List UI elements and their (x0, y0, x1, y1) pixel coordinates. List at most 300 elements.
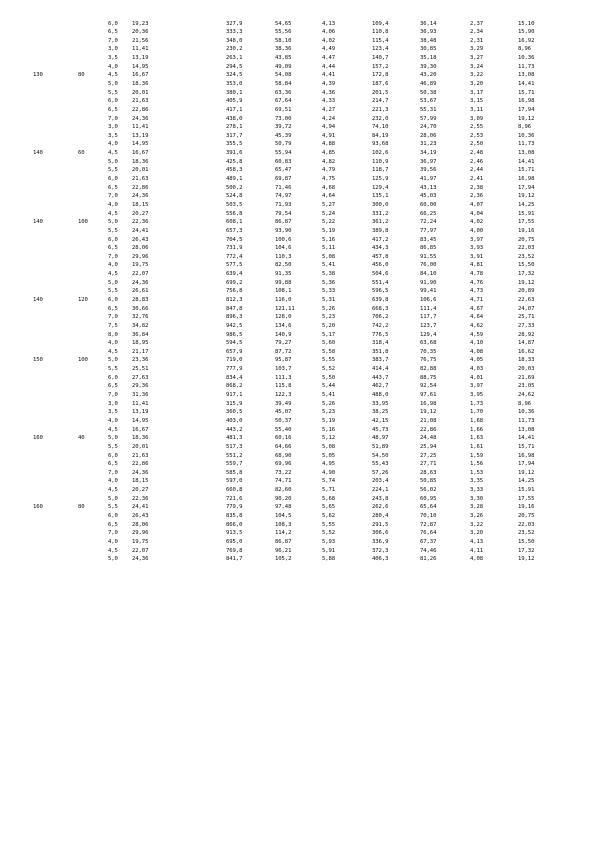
table-cell-col-5: 779,9 (226, 504, 243, 511)
table-cell-col-7: 5,23 (322, 409, 336, 416)
table-cell-col-11: 17,55 (518, 219, 535, 226)
table-cell-col-10: 3,17 (470, 89, 484, 96)
table-cell-col-6: 39,72 (275, 124, 292, 131)
table-cell-col-11: 16,92 (518, 37, 535, 44)
table-cell-col-5: 731,9 (226, 245, 243, 252)
table-cell-area: 14,95 (132, 417, 149, 424)
table-cell-col-5: 405,9 (226, 98, 243, 105)
table-cell-thickness: 7,0 (108, 253, 118, 260)
table-cell-area: 31,36 (132, 392, 149, 399)
table-cell-col-11: 15,71 (518, 89, 535, 96)
table-cell-col-6: 69,51 (275, 106, 292, 113)
table-cell-col-6: 104,5 (275, 512, 292, 519)
table-cell-col-11: 17,94 (518, 461, 535, 468)
table-cell-col-11: 16,98 (518, 452, 535, 459)
table-cell-col-9: 70,35 (420, 348, 437, 355)
table-cell-col-11: 11,73 (518, 63, 535, 70)
table-cell-col-6: 140,9 (275, 331, 292, 338)
table-cell-col-9: 81,26 (420, 556, 437, 563)
table-cell-thickness: 3,0 (108, 400, 118, 407)
table-cell-col-11: 19,12 (518, 469, 535, 476)
table-cell-col-6: 105,2 (275, 556, 292, 563)
table-cell-col-8: 214,7 (372, 98, 389, 105)
table-cell-thickness: 6,0 (108, 236, 118, 243)
table-cell-col-11: 19,12 (518, 115, 535, 122)
table-cell-col-6: 134,6 (275, 322, 292, 329)
table-cell-col-7: 4,24 (322, 115, 336, 122)
table-cell-thickness: 5,0 (108, 80, 118, 87)
table-cell-col-8: 318,4 (372, 340, 389, 347)
table-cell-col-8: 45,73 (372, 426, 389, 433)
table-cell-col-6: 97,48 (275, 504, 292, 511)
table-cell-col-11: 15,71 (518, 167, 535, 174)
table-cell-col-5: 942,5 (226, 322, 243, 329)
table-cell-col-10: 2,55 (470, 124, 484, 131)
table-cell-area: 20,01 (132, 89, 149, 96)
table-cell-col-10: 1,56 (470, 461, 484, 468)
table-cell-thickness: 5,5 (108, 443, 118, 450)
table-cell-col-6: 54,65 (275, 20, 292, 27)
table-cell-col-9: 74,46 (420, 547, 437, 554)
table-cell-col-9: 84,10 (420, 271, 437, 278)
table-cell-col-5: 438,0 (226, 115, 243, 122)
table-cell-col-7: 4,82 (322, 158, 336, 165)
table-cell-col-6: 82,60 (275, 487, 292, 494)
table-cell-col-8: 291,5 (372, 521, 389, 528)
table-cell-col-8: 406,3 (372, 556, 389, 563)
table-cell-col-9: 19,12 (420, 409, 437, 416)
table-cell-area: 14,95 (132, 141, 149, 148)
table-cell-col-8: 187,6 (372, 80, 389, 87)
table-cell-col-5: 294,5 (226, 63, 243, 70)
table-cell-col-7: 4,36 (322, 89, 336, 96)
table-cell-col-5: 503,5 (226, 201, 243, 208)
table-cell-col-9: 63,68 (420, 340, 437, 347)
table-cell-col-11: 13,08 (518, 150, 535, 157)
table-cell-col-11: 23,52 (518, 253, 535, 260)
table-cell-col-9: 70,10 (420, 512, 437, 519)
table-cell-col-5: 772,4 (226, 253, 243, 260)
table-cell-col-6: 87,72 (275, 348, 292, 355)
table-cell-thickness: 5,0 (108, 357, 118, 364)
table-cell-col-6: 74,97 (275, 193, 292, 200)
table-cell-col-6: 79,27 (275, 340, 292, 347)
table-cell-col-10: 4,01 (470, 374, 484, 381)
table-cell-thickness: 3,5 (108, 132, 118, 139)
table-cell-col-6: 43,85 (275, 55, 292, 62)
table-cell-col-6: 95,87 (275, 357, 292, 364)
table-cell-col-5: 657,3 (226, 227, 243, 234)
table-cell-col-11: 17,94 (518, 184, 535, 191)
table-cell-col-7: 5,38 (322, 271, 336, 278)
table-cell-col-10: 2,50 (470, 141, 484, 148)
table-cell-dim-h: 140 (33, 219, 43, 226)
table-cell-col-5: 425,8 (226, 158, 243, 165)
table-cell-thickness: 6,0 (108, 512, 118, 519)
table-cell-col-8: 38,25 (372, 409, 389, 416)
table-cell-col-8: 84,19 (372, 132, 389, 139)
table-cell-thickness: 4,0 (108, 262, 118, 269)
table-cell-col-11: 15,50 (518, 262, 535, 269)
table-cell-col-10: 3,33 (470, 487, 484, 494)
table-cell-col-6: 103,7 (275, 366, 292, 373)
table-cell-col-6: 104,6 (275, 245, 292, 252)
table-cell-col-9: 65,64 (420, 504, 437, 511)
table-cell-area: 11,41 (132, 46, 149, 53)
table-cell-thickness: 3,5 (108, 55, 118, 62)
table-cell-col-8: 306,6 (372, 530, 389, 537)
table-cell-col-7: 5,62 (322, 512, 336, 519)
table-cell-col-11: 16,62 (518, 348, 535, 355)
table-cell-col-8: 232,0 (372, 115, 389, 122)
table-cell-col-7: 4,47 (322, 55, 336, 62)
table-cell-col-7: 5,55 (322, 357, 336, 364)
table-cell-thickness: 6,0 (108, 296, 118, 303)
table-cell-col-8: 74,10 (372, 124, 389, 131)
table-cell-thickness: 5,5 (108, 288, 118, 295)
table-cell-col-9: 46,89 (420, 80, 437, 87)
table-cell-area: 21,63 (132, 98, 149, 105)
table-cell-col-10: 4,76 (470, 279, 484, 286)
table-cell-col-6: 68,90 (275, 452, 292, 459)
table-cell-col-6: 69,87 (275, 176, 292, 183)
table-cell-col-11: 22,03 (518, 245, 535, 252)
table-cell-area: 24,36 (132, 469, 149, 476)
table-cell-col-9: 67,37 (420, 538, 437, 545)
table-cell-col-5: 777,9 (226, 366, 243, 373)
table-cell-thickness: 4,5 (108, 150, 118, 157)
table-cell-col-9: 36,93 (420, 29, 437, 36)
table-cell-col-11: 20,75 (518, 236, 535, 243)
table-cell-col-5: 896,3 (226, 314, 243, 321)
table-cell-col-8: 280,4 (372, 512, 389, 519)
table-cell-col-6: 67,64 (275, 98, 292, 105)
table-cell-col-11: 15,50 (518, 538, 535, 545)
table-cell-dim-h: 160 (33, 435, 43, 442)
table-cell-col-6: 86,87 (275, 538, 292, 545)
table-cell-area: 28,06 (132, 245, 149, 252)
table-cell-col-10: 1,61 (470, 443, 484, 450)
table-cell-col-11: 8,96 (518, 46, 532, 53)
table-cell-col-8: 172,8 (372, 72, 389, 79)
table-cell-col-9: 97,61 (420, 392, 437, 399)
table-cell-col-10: 4,10 (470, 340, 484, 347)
table-cell-col-8: 48,97 (372, 435, 389, 442)
table-cell-col-6: 49,09 (275, 63, 292, 70)
table-cell-col-10: 4,08 (470, 348, 484, 355)
table-cell-col-10: 3,20 (470, 80, 484, 87)
table-cell-col-7: 5,68 (322, 495, 336, 502)
table-cell-area: 13,19 (132, 409, 149, 416)
table-cell-col-11: 17,55 (518, 495, 535, 502)
table-cell-col-7: 4,44 (322, 63, 336, 70)
table-cell-area: 20,27 (132, 487, 149, 494)
table-cell-col-5: 756,8 (226, 288, 243, 295)
table-cell-col-8: 224,1 (372, 487, 389, 494)
table-cell-col-11: 20,75 (518, 512, 535, 519)
table-cell-thickness: 6,5 (108, 106, 118, 113)
table-cell-col-6: 82,50 (275, 262, 292, 269)
table-cell-col-7: 5,26 (322, 400, 336, 407)
table-cell-area: 11,41 (132, 400, 149, 407)
table-cell-col-7: 5,17 (322, 331, 336, 338)
table-cell-col-10: 1,66 (470, 426, 484, 433)
table-cell-col-10: 3,15 (470, 98, 484, 105)
table-cell-col-10: 2,36 (470, 193, 484, 200)
table-cell-col-5: 551,2 (226, 452, 243, 459)
table-cell-col-9: 27,71 (420, 461, 437, 468)
table-cell-col-5: 639,4 (226, 271, 243, 278)
table-cell-col-9: 72,24 (420, 219, 437, 226)
table-cell-col-11: 18,33 (518, 357, 535, 364)
table-cell-col-11: 20,03 (518, 366, 535, 373)
table-cell-col-7: 5,71 (322, 487, 336, 494)
table-cell-col-7: 5,74 (322, 478, 336, 485)
table-cell-col-5: 489,1 (226, 176, 243, 183)
table-cell-col-7: 5,16 (322, 426, 336, 433)
table-cell-col-5: 657,9 (226, 348, 243, 355)
table-cell-col-7: 5,08 (322, 443, 336, 450)
table-cell-col-9: 88,75 (420, 374, 437, 381)
table-cell-col-10: 4,73 (470, 288, 484, 295)
table-cell-area: 21,63 (132, 452, 149, 459)
table-cell-col-6: 74,71 (275, 478, 292, 485)
table-cell-col-5: 719,0 (226, 357, 243, 364)
table-cell-col-9: 45,03 (420, 193, 437, 200)
table-cell-col-6: 122,3 (275, 392, 292, 399)
table-cell-col-10: 4,03 (470, 366, 484, 373)
table-cell-col-7: 5,19 (322, 417, 336, 424)
table-cell-col-10: 2,37 (470, 20, 484, 27)
table-cell-col-8: 443,7 (372, 374, 389, 381)
table-cell-area: 18,36 (132, 80, 149, 87)
table-cell-area: 28,83 (132, 296, 149, 303)
table-cell-col-7: 5,16 (322, 236, 336, 243)
table-cell-area: 22,36 (132, 495, 149, 502)
table-cell-thickness: 5,0 (108, 219, 118, 226)
table-cell-col-7: 5,93 (322, 538, 336, 545)
table-cell-col-5: 986,5 (226, 331, 243, 338)
table-cell-col-10: 2,53 (470, 132, 484, 139)
table-cell-area: 22,07 (132, 271, 149, 278)
table-cell-area: 18,15 (132, 201, 149, 208)
table-cell-col-7: 5,11 (322, 245, 336, 252)
table-cell-col-11: 10,36 (518, 132, 535, 139)
table-cell-col-7: 4,64 (322, 193, 336, 200)
table-cell-col-11: 15,10 (518, 20, 535, 27)
table-cell-dim-b: 120 (78, 296, 88, 303)
table-cell-col-8: 300,0 (372, 201, 389, 208)
table-cell-thickness: 8,0 (108, 331, 118, 338)
table-cell-col-9: 27,25 (420, 452, 437, 459)
table-cell-col-10: 4,64 (470, 314, 484, 321)
table-cell-col-10: 3,22 (470, 72, 484, 79)
table-cell-col-9: 55,31 (420, 106, 437, 113)
table-cell-col-8: 33,95 (372, 400, 389, 407)
table-cell-col-10: 4,62 (470, 322, 484, 329)
table-cell-col-9: 36,14 (420, 20, 437, 27)
table-cell-col-8: 115,4 (372, 37, 389, 44)
table-cell-thickness: 7,0 (108, 392, 118, 399)
table-cell-col-9: 38,48 (420, 37, 437, 44)
table-cell-thickness: 6,5 (108, 305, 118, 312)
table-cell-col-8: 221,3 (372, 106, 389, 113)
table-cell-thickness: 6,0 (108, 452, 118, 459)
table-cell-col-9: 39,56 (420, 167, 437, 174)
table-cell-col-10: 4,71 (470, 296, 484, 303)
table-cell-thickness: 7,0 (108, 469, 118, 476)
table-cell-col-10: 4,02 (470, 219, 484, 226)
table-cell-area: 18,95 (132, 340, 149, 347)
table-cell-dim-b: 100 (78, 219, 88, 226)
table-cell-area: 16,67 (132, 150, 149, 157)
table-cell-dim-h: 130 (33, 72, 43, 79)
table-cell-dim-b: 100 (78, 357, 88, 364)
table-cell-col-8: 596,5 (372, 288, 389, 295)
table-cell-col-6: 71,93 (275, 201, 292, 208)
table-cell-col-5: 278,1 (226, 124, 243, 131)
table-cell-col-7: 5,12 (322, 435, 336, 442)
table-cell-col-10: 1,73 (470, 400, 484, 407)
table-cell-thickness: 4,0 (108, 417, 118, 424)
table-cell-col-7: 5,52 (322, 366, 336, 373)
table-cell-area: 20,36 (132, 29, 149, 36)
table-cell-col-10: 3,29 (470, 46, 484, 53)
table-cell-col-5: 327,9 (226, 20, 243, 27)
table-cell-col-6: 50,37 (275, 417, 292, 424)
table-cell-col-5: 481,3 (226, 435, 243, 442)
table-cell-col-7: 5,20 (322, 322, 336, 329)
table-cell-col-11: 17,94 (518, 106, 535, 113)
table-cell-col-11: 14,25 (518, 201, 535, 208)
table-cell-col-5: 353,0 (226, 80, 243, 87)
table-cell-thickness: 4,5 (108, 547, 118, 554)
table-cell-col-7: 4,41 (322, 72, 336, 79)
table-cell-area: 32,76 (132, 314, 149, 321)
table-cell-col-9: 28,63 (420, 469, 437, 476)
table-cell-dim-b: 80 (78, 504, 85, 511)
table-cell-col-6: 73,22 (275, 469, 292, 476)
table-cell-col-11: 11,73 (518, 141, 535, 148)
table-cell-col-8: 118,7 (372, 167, 389, 174)
table-cell-col-9: 91,90 (420, 279, 437, 286)
table-cell-dim-h: 140 (33, 150, 43, 157)
table-cell-col-5: 834,4 (226, 374, 243, 381)
table-cell-col-10: 4,59 (470, 331, 484, 338)
table-cell-col-8: 372,3 (372, 547, 389, 554)
table-cell-col-6: 50,79 (275, 141, 292, 148)
table-cell-area: 20,01 (132, 443, 149, 450)
table-cell-col-6: 69,96 (275, 461, 292, 468)
table-cell-col-5: 403,0 (226, 417, 243, 424)
table-cell-thickness: 6,5 (108, 245, 118, 252)
table-cell-col-11: 28,92 (518, 331, 535, 338)
table-cell-col-7: 5,60 (322, 340, 336, 347)
table-cell-col-5: 608,1 (226, 219, 243, 226)
table-cell-col-5: 847,8 (226, 305, 243, 312)
table-cell-thickness: 5,5 (108, 167, 118, 174)
table-cell-thickness: 4,5 (108, 348, 118, 355)
table-cell-col-6: 38,36 (275, 46, 292, 53)
table-cell-area: 23,36 (132, 357, 149, 364)
table-cell-col-7: 5,88 (322, 556, 336, 563)
table-cell-dim-h: 150 (33, 357, 43, 364)
table-cell-col-7: 4,27 (322, 106, 336, 113)
table-cell-col-6: 54,08 (275, 72, 292, 79)
table-cell-col-8: 201,5 (372, 89, 389, 96)
table-cell-col-5: 417,1 (226, 106, 243, 113)
table-cell-col-5: 868,2 (226, 383, 243, 390)
table-cell-area: 28,06 (132, 521, 149, 528)
table-cell-col-9: 66,25 (420, 210, 437, 217)
table-cell-col-11: 8,96 (518, 400, 532, 407)
table-cell-col-5: 660,8 (226, 487, 243, 494)
table-cell-col-11: 10,36 (518, 409, 535, 416)
table-cell-col-5: 699,2 (226, 279, 243, 286)
table-cell-col-11: 15,71 (518, 443, 535, 450)
table-cell-col-5: 594,5 (226, 340, 243, 347)
table-cell-col-6: 128,0 (275, 314, 292, 321)
table-cell-area: 22,07 (132, 547, 149, 554)
table-cell-col-9: 111,4 (420, 305, 437, 312)
table-cell-area: 24,36 (132, 279, 149, 286)
table-cell-thickness: 6,5 (108, 461, 118, 468)
table-cell-col-9: 30,85 (420, 46, 437, 53)
table-cell-col-7: 5,08 (322, 253, 336, 260)
table-cell-col-8: 93,68 (372, 141, 389, 148)
table-cell-col-11: 19,12 (518, 556, 535, 563)
table-cell-col-6: 100,6 (275, 236, 292, 243)
table-cell-col-9: 50,85 (420, 478, 437, 485)
table-cell-col-5: 524,8 (226, 193, 243, 200)
table-cell-col-5: 333,3 (226, 29, 243, 36)
table-cell-col-10: 2,34 (470, 29, 484, 36)
table-cell-col-9: 43,20 (420, 72, 437, 79)
table-cell-col-6: 116,0 (275, 296, 292, 303)
table-cell-area: 21,63 (132, 176, 149, 183)
table-cell-col-5: 559,7 (226, 461, 243, 468)
table-cell-thickness: 4,0 (108, 201, 118, 208)
table-cell-col-10: 4,07 (470, 201, 484, 208)
table-cell-col-5: 391,6 (226, 150, 243, 157)
table-cell-col-8: 54,50 (372, 452, 389, 459)
table-cell-col-5: 695,0 (226, 538, 243, 545)
table-cell-area: 24,41 (132, 227, 149, 234)
table-cell-area: 18,15 (132, 478, 149, 485)
table-cell-col-9: 28,06 (420, 132, 437, 139)
table-cell-col-5: 263,1 (226, 55, 243, 62)
table-cell-col-7: 5,41 (322, 262, 336, 269)
table-cell-col-7: 5,44 (322, 383, 336, 390)
table-cell-area: 22,86 (132, 184, 149, 191)
table-cell-area: 16,67 (132, 72, 149, 79)
table-cell-thickness: 4,0 (108, 538, 118, 545)
table-cell-thickness: 4,5 (108, 426, 118, 433)
table-cell-col-6: 63,36 (275, 89, 292, 96)
table-cell-thickness: 4,5 (108, 72, 118, 79)
table-cell-col-10: 1,53 (470, 469, 484, 476)
table-cell-area: 21,56 (132, 37, 149, 44)
table-cell-col-8: 668,3 (372, 305, 389, 312)
table-cell-col-9: 123,7 (420, 322, 437, 329)
table-cell-col-8: 110,8 (372, 29, 389, 36)
table-cell-col-9: 129,4 (420, 331, 437, 338)
table-cell-col-10: 4,04 (470, 210, 484, 217)
table-cell-col-9: 77,97 (420, 227, 437, 234)
table-cell-thickness: 7,0 (108, 314, 118, 321)
table-cell-col-7: 4,02 (322, 37, 336, 44)
table-cell-col-9: 57,99 (420, 115, 437, 122)
